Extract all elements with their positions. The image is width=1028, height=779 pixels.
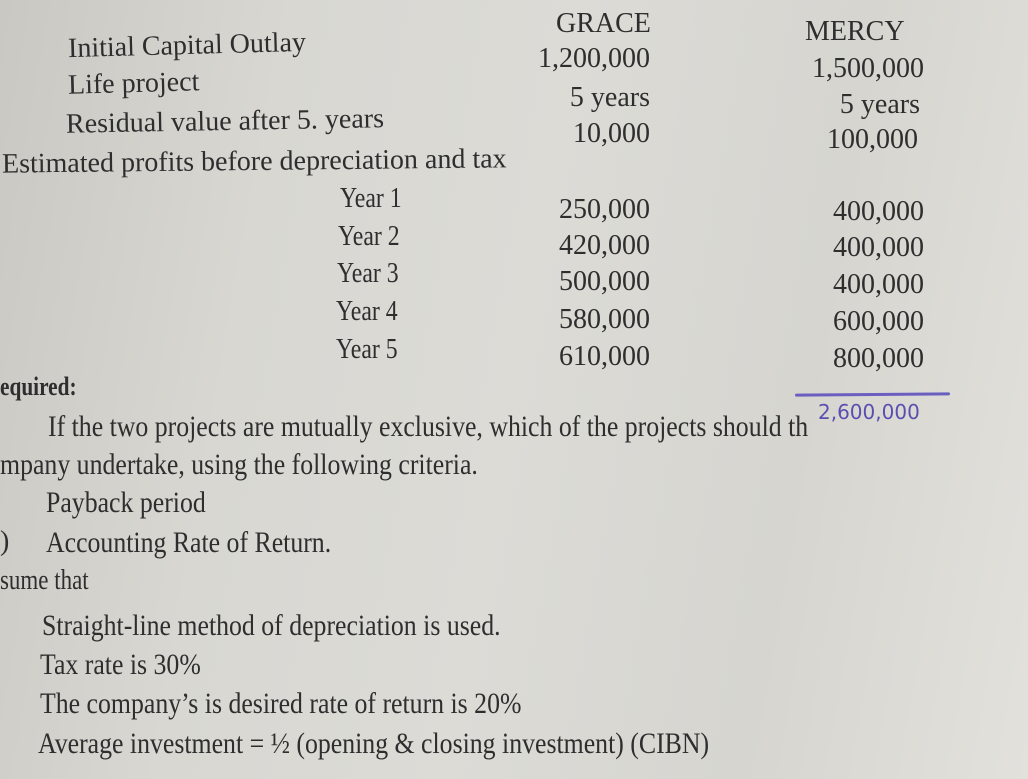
assumption-depreciation: Straight-line method of depreciation is used. [42, 609, 501, 642]
row-label-initial-capital: Initial Capital Outlay [67, 26, 307, 65]
row-label-life-project: Life project [67, 66, 200, 101]
assumption-tax-rate: Tax rate is 30% [40, 648, 201, 681]
criterion-marker: ) [0, 526, 10, 557]
row-label-residual-value: Residual value after 5. years [65, 103, 385, 140]
grace-year-5: 610,000 [559, 341, 650, 372]
criterion-payback: Payback period [46, 486, 206, 519]
profits-heading: Estimated profits before depreciation and tax [1, 143, 507, 180]
handwritten-underline [795, 392, 950, 396]
year-label-2: Year 2 [338, 220, 400, 252]
required-heading: equired: [0, 372, 77, 401]
grace-residual-value: 10,000 [573, 118, 650, 149]
question-line-2: mpany undertake, using the following criteria. [0, 448, 478, 481]
year-label-5: Year 5 [336, 333, 398, 365]
grace-year-4: 580,000 [559, 304, 650, 335]
handwritten-total: 2,600,000 [818, 400, 920, 424]
mercy-life-project: 5 years [839, 89, 920, 120]
mercy-year-5: 800,000 [833, 343, 924, 374]
mercy-residual-value: 100,000 [827, 124, 918, 155]
grace-life-project: 5 years [569, 82, 650, 113]
assumption-average-investment: Average investment = ½ (opening & closing investment) (CIBN) [38, 727, 710, 760]
grace-initial-capital: 1,200,000 [538, 43, 650, 74]
mercy-year-3: 400,000 [833, 269, 924, 300]
assume-heading: sume that [0, 565, 89, 596]
year-label-4: Year 4 [336, 295, 398, 327]
mercy-year-2: 400,000 [833, 232, 924, 263]
assumption-desired-return: The company’s is desired rate of return is 20% [40, 687, 522, 720]
year-label-1: Year 1 [340, 182, 402, 214]
year-label-3: Year 3 [337, 257, 399, 289]
grace-year-3: 500,000 [559, 266, 650, 297]
mercy-year-1: 400,000 [833, 196, 924, 227]
header-grace: GRACE [556, 8, 651, 39]
criterion-arr: Accounting Rate of Return. [46, 526, 332, 559]
mercy-initial-capital: 1,500,000 [812, 53, 924, 84]
grace-year-2: 420,000 [559, 230, 650, 261]
grace-year-1: 250,000 [559, 194, 650, 225]
header-mercy: MERCY [805, 16, 905, 47]
mercy-year-4: 600,000 [833, 306, 924, 337]
question-line-1: If the two projects are mutually exclusive, which of the projects should th [48, 410, 809, 443]
